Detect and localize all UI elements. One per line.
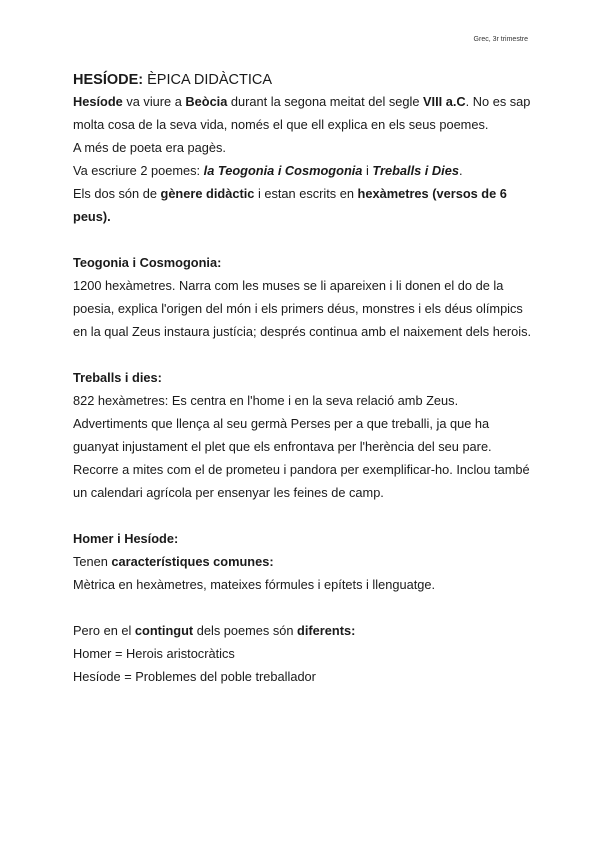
intro-text: va viure a: [122, 94, 186, 109]
intro-hexameters: hexàmetres (versos de 6 peus).: [73, 186, 507, 224]
intro-century: VIII a.C: [423, 94, 466, 109]
homer-different: diferents:: [297, 623, 356, 638]
intro-paragraph-2: A més de poeta era pagès.: [73, 140, 226, 155]
document-body: [73, 70, 533, 688]
homer-line-2: Mètrica en hexàmetres, mateixes fórmules i epítets i llenguatge.: [73, 577, 436, 592]
intro-text: Els dos són de: [73, 186, 161, 201]
intro-paragraph-4: [73, 182, 533, 228]
homer-common: característiques comunes:: [111, 554, 274, 569]
intro-genre: gènere didàctic: [160, 186, 255, 201]
homer-text: dels poemes són: [193, 623, 298, 638]
intro-text: .: [458, 163, 463, 178]
title-rest: ÈPICA DIDÀCTICA: [143, 72, 273, 88]
poem-title-treballs: Treballs i Dies: [372, 163, 459, 178]
section-heading-teogonia: [73, 251, 533, 274]
homer-text: Tenen: [73, 554, 112, 569]
heading-text: Homer i Hesíode:: [73, 531, 179, 546]
homer-line-4: Homer = Herois aristocràtics: [73, 646, 235, 661]
intro-text: i estan escrits en: [254, 186, 358, 201]
intro-hesiode: Hesíode: [73, 94, 123, 109]
section-body-teogonia: 1200 hexàmetres. Narra com les muses se li apareixen i li donen el do de la poesia, explica l'origen del món i els primers déus, monstres i els déus olímpics en la qual Zeus instaura justícia; després continua amb el naixement dels herois.: [73, 278, 532, 339]
page-title: [73, 70, 533, 90]
homer-line-1: [73, 550, 533, 573]
section-heading-homer: [73, 527, 533, 550]
homer-line-5: Hesíode = Problemes del poble treballador: [73, 669, 316, 684]
section-heading-treballs: [73, 366, 533, 389]
homer-text: Pero en el: [73, 623, 135, 638]
poem-title-teogonia: la Teogonia i Cosmogonia: [203, 163, 363, 178]
spacer: [73, 596, 533, 619]
intro-text: i: [362, 163, 373, 178]
intro-paragraph-3: [73, 159, 533, 182]
intro-beocia: Beòcia: [185, 94, 228, 109]
spacer: [73, 343, 533, 366]
homer-line-3: [73, 619, 533, 642]
heading-text: Treballs i dies:: [73, 370, 162, 385]
intro-text: . No es sap molta cosa de la seva vida, només el que ell explica en els seus poemes.: [73, 94, 531, 132]
title-strong: HESÍODE:: [73, 72, 144, 88]
spacer: [73, 228, 533, 251]
header-note: Grec, 3r trimestre: [473, 36, 528, 43]
spacer: [73, 504, 533, 527]
homer-content: contingut: [134, 623, 194, 638]
section-body-treballs: 822 hexàmetres: Es centra en l'home i en la seva relació amb Zeus. Advertiments que llença al seu germà Perses per a que treballi, ja que ha guanyat injustament el plet que els enfrontava per l'herència del seu pare. Recorre a mites com el de prometeu i pandora per exemplificar-ho. Inclou també un calendari agrícola per ensenyar les feines de camp.: [73, 393, 530, 500]
intro-paragraph-1: [73, 90, 533, 136]
intro-text: durant la segona meitat del segle: [227, 94, 423, 109]
heading-text: Teogonia i Cosmogonia:: [73, 255, 222, 270]
intro-text: Va escriure 2 poemes:: [73, 163, 204, 178]
